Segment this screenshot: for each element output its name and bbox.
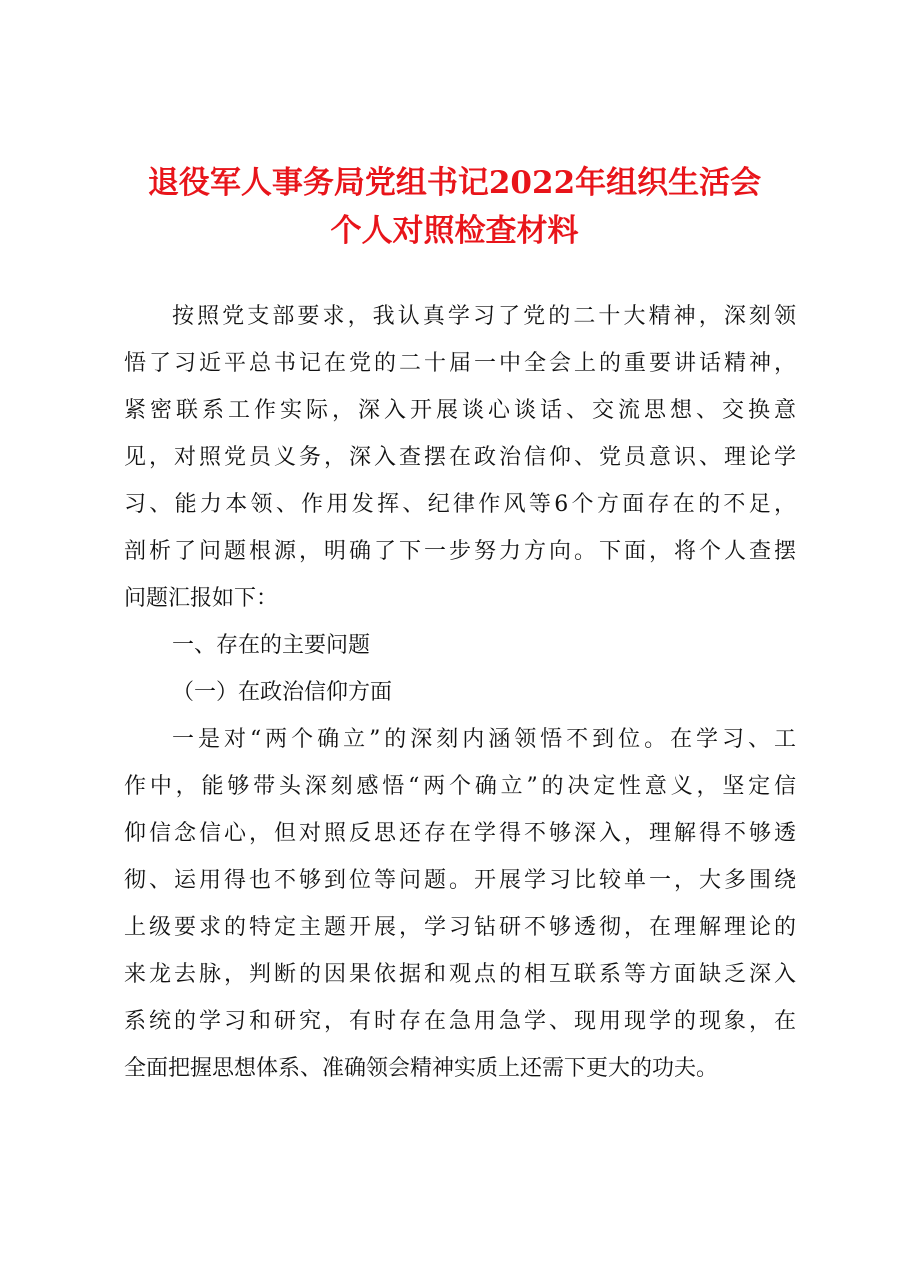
paragraph-2-line: 上级要求的特定主题开展，学习钻研不够透彻，在理解理论的 — [124, 915, 796, 940]
paragraph-1-line: 悟了习近平总书记在党的二十届一中全会上的重要讲话精神， — [124, 351, 796, 376]
paragraph-1-line: 习、能力本领、作用发挥、纪律作风等6个方面存在的不足， — [124, 492, 796, 517]
paragraph-2-line: 一是对“两个确立”的深刻内涵领悟不到位。在学习、工 — [172, 727, 796, 752]
paragraph-1-line: 紧密联系工作实际，深入开展谈心谈话、交流思想、交换意 — [124, 398, 796, 423]
paragraph-2-line: 系统的学习和研究，有时存在急用急学、现用现学的现象，在 — [124, 1009, 796, 1034]
subsection-heading: （一）在政治信仰方面 — [172, 680, 393, 705]
paragraph-2-line: 来龙去脉，判断的因果依据和观点的相互联系等方面缺乏深入 — [124, 962, 796, 987]
paragraph-2-line: 彻、运用得也不够到位等问题。开展学习比较单一，大多围绕 — [124, 868, 796, 893]
document-title-line-1: 退役军人事务局党组书记2022年组织生活会 — [147, 165, 762, 201]
paragraph-1-line: 剖析了问题根源，明确了下一步努力方向。下面，将个人查摆 — [124, 539, 796, 564]
paragraph-1-line: 问题汇报如下： — [124, 586, 279, 611]
paragraph-2-line: 作中，能够带头深刻感悟“两个确立”的决定性意义，坚定信 — [124, 774, 796, 799]
paragraph-1-line: 见，对照党员义务，深入查摆在政治信仰、党员意识、理论学 — [124, 445, 796, 470]
section-heading: 一、存在的主要问题 — [172, 633, 371, 658]
paragraph-2-line: 全面把握思想体系、准确领会精神实质上还需下更大的功夫。 — [124, 1056, 719, 1081]
paragraph-1-line: 按照党支部要求，我认真学习了党的二十大精神，深刻领 — [172, 304, 796, 329]
document-title-line-2: 个人对照检查材料 — [330, 213, 579, 249]
paragraph-2-line: 仰信念信心，但对照反思还存在学得不够深入，理解得不够透 — [124, 821, 796, 846]
